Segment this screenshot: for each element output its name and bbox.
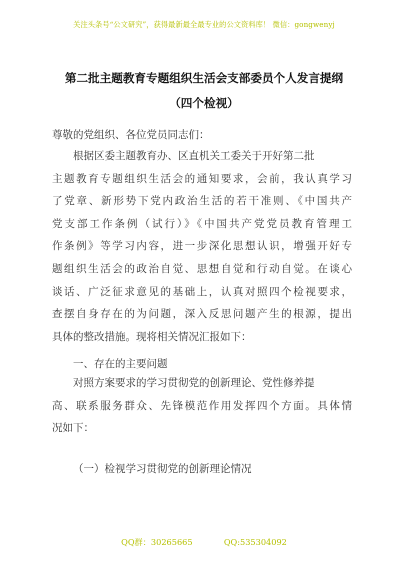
paragraph-line: 题组织生活会的政治自觉、思想自觉和行动自觉。在谈心 xyxy=(52,262,352,275)
promo-banner: 关注头条号“公文研究”，获得最新最全最专业的公文资料库！ 微信：gongwenyj xyxy=(73,20,335,29)
paragraph-intro xyxy=(52,145,352,348)
subsection-heading: （一）检视学习贯彻党的创新理论情况 xyxy=(73,463,252,475)
footer-contact xyxy=(0,537,408,548)
paragraph-line: 对照方案要求的学习贯彻党的创新理论、党性修养提 xyxy=(73,377,315,389)
qq-number-text: QQ:535304092 xyxy=(223,537,287,547)
paragraph-line: 高、联系服务群众、先锋模范作用发挥四个方面。具体情 xyxy=(52,399,352,412)
paragraph-line: 根据区委主题教育办、区直机关工委关于开好第二批 xyxy=(73,150,315,162)
paragraph-line: 了党章、新形势下党内政治生活的若干准则、《中国共产 xyxy=(52,195,352,208)
paragraph-line: 党支部工作条例（试行）》《中国共产党党员教育管理工 xyxy=(52,217,352,230)
paragraph-scope xyxy=(52,372,352,440)
paragraph-line: 谈话、广泛征求意见的基础上，认真对照四个检视要求， xyxy=(52,285,352,298)
salutation: 尊敬的党组织、各位党员同志们： xyxy=(52,129,210,141)
document-title: 第二批主题教育专题组织生活会支部委员个人发言提纲 xyxy=(64,71,344,85)
section-heading: 一、存在的主要问题 xyxy=(73,358,168,370)
paragraph-line: 主题教育专题组织生活会的通知要求，会前，我认真学习 xyxy=(52,172,352,185)
paragraph-line: 况如下： xyxy=(52,422,94,435)
qq-group-text: QQ群：30265665 xyxy=(121,537,193,547)
paragraph-line: 作条例》等学习内容，进一步深化思想认识，增强开好专 xyxy=(52,240,352,253)
document-subtitle: （四个检视） xyxy=(169,96,239,110)
paragraph-line: 具体的整改措施。现将相关情况汇报如下： xyxy=(52,330,252,343)
paragraph-line: 查摆自身存在的为问题，深入反思问题产生的根源，提出 xyxy=(52,308,352,321)
